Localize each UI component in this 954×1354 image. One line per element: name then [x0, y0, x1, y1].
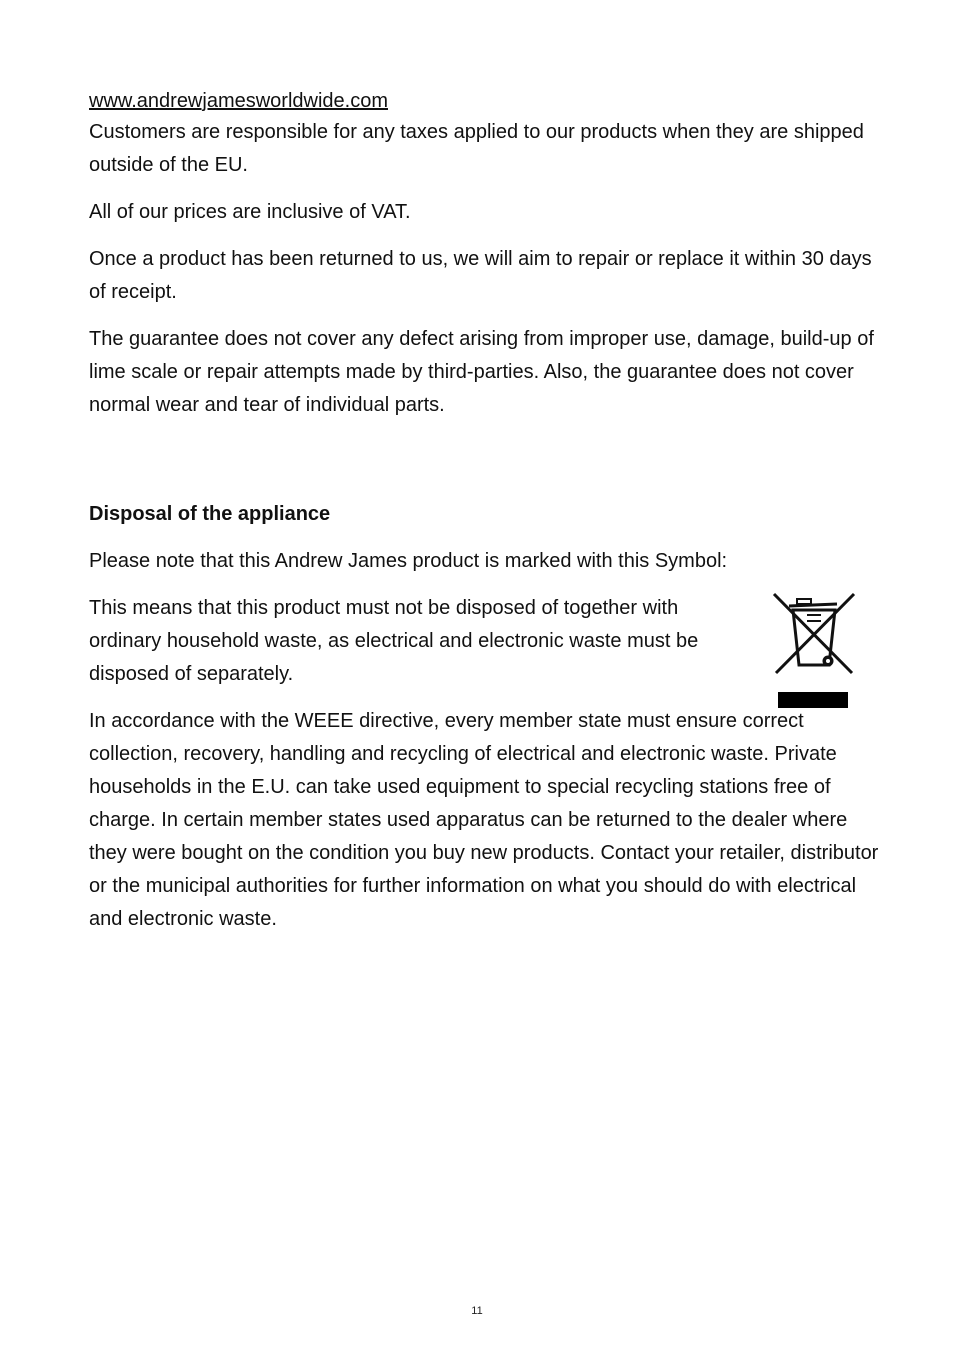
section-spacer — [89, 436, 879, 498]
taxes-paragraph: Customers are responsible for any taxes applied to our products when they are shipped outside of the EU. — [89, 121, 864, 176]
vat-paragraph: All of our prices are inclusive of VAT. — [89, 201, 411, 223]
returns-paragraph: Once a product has been returned to us, we will aim to repair or replace it within 30 days of receipt. — [89, 248, 872, 303]
crossed-out-wheelie-bin-icon — [771, 591, 857, 709]
disposal-heading: Disposal of the appliance — [89, 503, 331, 525]
document-page — [89, 86, 879, 950]
guarantee-paragraph: The guarantee does not cover any defect arising from improper use, damage, build-up of lime scale or repair attempts made by third-parties. Also, the guarantee does not cover normal wear and tear of individual parts. — [89, 328, 874, 416]
symbol-note-paragraph: Please note that this Andrew James product is marked with this Symbol: — [89, 550, 728, 572]
website-link[interactable]: www.andrewjamesworldwide.com — [89, 90, 388, 112]
separate-disposal-paragraph: This means that this product must not be disposed of together with ordinary household waste, as electrical and electronic waste must be disposed of separately. — [89, 597, 699, 685]
weee-paragraph: In accordance with the WEEE directive, every member state must ensure correct collection, recovery, handling and recycling of electrical and electronic waste. Private households in the E.U. can take used equipment to special recycling stations free of charge. In certain member states used apparatus can be returned to the dealer where they were bought on the condition you buy new products. Contact your retailer, distributor or the municipal authorities for further information on what you should do with electrical and electronic waste. — [89, 710, 879, 930]
page-number: 11 — [471, 1305, 483, 1317]
